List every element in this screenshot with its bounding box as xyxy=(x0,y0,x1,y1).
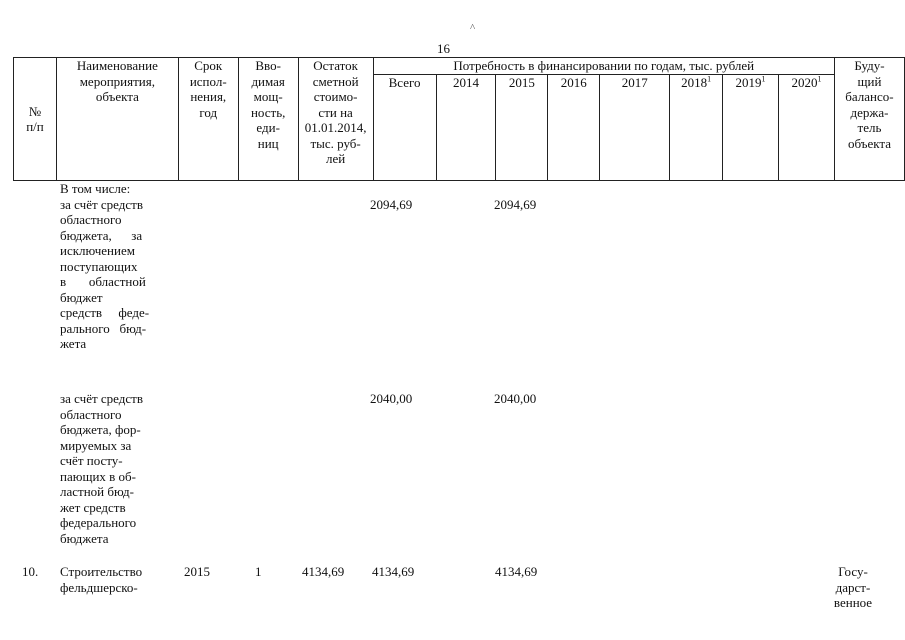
row-3-2015: 4134,69 xyxy=(495,564,538,579)
row-3-capacity: 1 xyxy=(255,564,262,579)
row-3-remainder: 4134,69 xyxy=(302,564,345,579)
row-3-total: 4134,69 xyxy=(372,564,415,579)
table-header xyxy=(13,57,905,181)
corner-mark: ^ xyxy=(470,22,476,34)
header-year-2016: 2016 xyxy=(548,74,600,180)
row-1-total: 2094,69 xyxy=(370,197,413,212)
header-no: № п/п xyxy=(14,58,57,181)
header-year-2019: 2019$^1$ xyxy=(723,74,779,180)
header-year-2014: 2014 xyxy=(436,74,496,180)
header-year-2015: 2015 xyxy=(496,74,548,180)
header-holder: Буду- щий балансо- держа- тель объекта xyxy=(834,58,904,181)
header-year-2020: 2020$^1$ xyxy=(779,74,835,180)
row-3-description: Строительство фельдшерско- xyxy=(60,564,143,595)
header-year-2017: 2017 xyxy=(600,74,670,180)
header-remainder: Остаток сметной стоимо- сти на 01.01.2014, тыс. руб- лей xyxy=(298,58,373,181)
row-3-term: 2015 xyxy=(184,564,210,579)
header-capacity: Вво- димая мощ- ность, еди- ниц xyxy=(238,58,298,181)
row-1-description: В том числе: за счёт средств областного бюджета, за исключением поступающих в областной бюджет средств феде- рального бюд- жета xyxy=(60,181,150,351)
header-total: Всего xyxy=(373,74,436,180)
row-2-description: за счёт средств областного бюджета, фор- мируемых за счёт посту- пающих в об- ластной бюд- жет средств федерального бюджета xyxy=(60,391,143,546)
row-1-2015: 2094,69 xyxy=(494,197,537,212)
header-term: Срок испол- нения, год xyxy=(178,58,238,181)
header-need: Потребность в финансировании по годам, тыс. рублей xyxy=(373,58,834,75)
row-2-2015: 2040,00 xyxy=(494,391,537,406)
row-3-number: 10. xyxy=(22,564,39,579)
row-2-total: 2040,00 xyxy=(370,391,413,406)
page-number: 16 xyxy=(437,41,450,56)
row-3-holder: Госу- дарст- венное xyxy=(833,564,873,610)
header-name: Наименование мероприятия, объекта xyxy=(56,58,178,181)
header-year-2018: 2018$^1$ xyxy=(670,74,723,180)
